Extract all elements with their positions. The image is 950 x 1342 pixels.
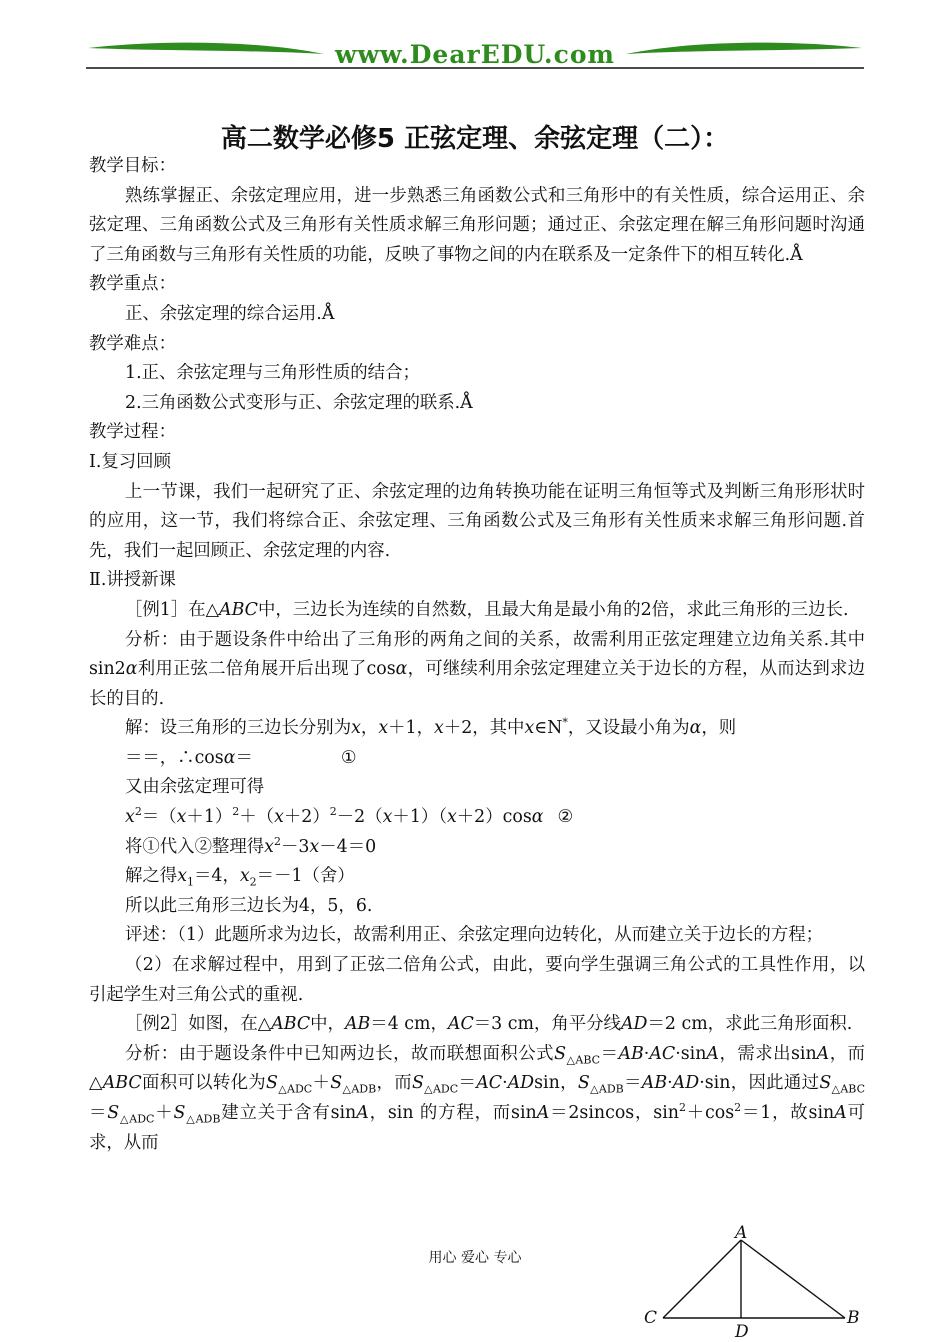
cosine-theorem-line: 又由余弦定理可得 (125, 777, 265, 798)
side-ab (741, 1240, 845, 1318)
point-d-label: D (735, 1322, 749, 1342)
example-1-solution: 解：设三角形的三边长分别为x，x＋1，x＋2，其中x∈N*，又设最小角为α，则 (125, 716, 737, 739)
goal-text: 熟练掌握正、余弦定理应用，进一步熟悉三角函数公式和三角形中的有关性质，综合运用正、余弦定理、三角函数公式及三角形有关性质求解三角形问题；通过正、余弦定理在解三角形问题时沟通了三角函数与三角形有关性质的功能，反映了事物之间的内在联系及一定条件下的相互转化.Å (89, 185, 865, 265)
key-text: 正、余弦定理的综合运用.Å (125, 303, 335, 324)
page-footer: 用心 爱心 专心 (428, 1250, 522, 1266)
process-label: 教学过程： (89, 422, 176, 443)
example-2-prompt: ［例2］如图，在△ABC中，AB＝4 cm，AC＝3 cm，角平分线AD＝2 cm，求此三角形面积. (125, 1014, 853, 1035)
vertex-a-label: A (735, 1223, 748, 1243)
key-label: 教学重点： (89, 274, 176, 295)
result-line: 所以此三角形三边长为4，5，6. (125, 895, 373, 916)
triangle-figure (640, 1222, 870, 1342)
goal-label: 教学目标： (89, 156, 176, 176)
page-title: 高二数学必修5 正弦定理、余弦定理（二）： (220, 124, 730, 154)
equation-1: ＝＝，∴cosα＝ ① (125, 747, 357, 768)
substitution-line: 将①代入②整理得$x^2-3x-4=0$ (125, 834, 377, 857)
equation-2: $x^2=(x+1)^2+(x+2)^2-2(x+1)(x+2)\cos\alpha$ ② (125, 805, 574, 828)
difficulty-label: 教学难点： (89, 333, 176, 354)
comment-2: （2）在求解过程中，用到了正弦二倍角公式，由此，要向学生强调三角公式的工具性作用，以引起学生对三角公式的重视. (89, 955, 865, 1005)
example-1-analysis: 分析：由于题设条件中给出了三角形的两角之间的关系，故需利用正弦定理建立边角关系.其中sin2α利用正弦二倍角展开后出现了cosα，可继续利用余弦定理建立关于边长的方程，从而达到求边长的目的. (89, 629, 865, 709)
roots-line: 解之得$x_1=4$，$x_2=-1$（舍） (125, 866, 355, 889)
comment-1: 评述：（1）此题所求为边长，故需利用正、余弦定理向边转化，从而建立关于边长的方程； (125, 925, 823, 946)
review-heading: Ⅰ.复习回顾 (89, 451, 171, 472)
review-text: 上一节课，我们一起研究了正、余弦定理的边角转换功能在证明三角恒等式及判断三角形形状时的应用，这一节，我们将综合正、余弦定理、三角函数公式及三角形有关性质来求解三角形问题.首先，我们一起回顾正、余弦定理的内容. (89, 481, 865, 561)
difficulty-item-1: 1.正、余弦定理与三角形性质的结合； (125, 363, 420, 384)
site-header-banner (86, 36, 864, 72)
vertex-b-label: B (847, 1308, 860, 1328)
document-body (89, 152, 865, 1158)
example-2-analysis: 分析：由于题设条件中已知两边长，故而联想面积公式$S_{\triangle ABC}=AB\cdot AC\cdot\sin A$，需求出sinA，而△ABC面积可以转化为$S_{\triangle ADC}+S_{\triangle ADB}$，而$S_{\triangle ADC}=AC\cdot ADsin$，$S_{\triangle ADB}=AB\cdot AD\cdot\sin$，因此通过$S_{\triangle ABC}=S_{\triangle ADC}+S_{\triangle ADB}$建立关于含有sinA，sin 的方程，而sinA＝2sincos，$\sin^2+\cos^2=1$，故sinA可求，从而 (89, 1043, 866, 1153)
vertex-c-label: C (644, 1308, 658, 1328)
side-ca (663, 1240, 741, 1318)
site-url: www.DearEDU.com (334, 40, 615, 69)
new-lesson-heading: Ⅱ.讲授新课 (89, 570, 176, 591)
example-1-prompt: ［例1］在△ABC中，三边长为连续的自然数，且最大角是最小角的2倍，求此三角形的三边长. (125, 599, 849, 620)
difficulty-item-2: 2.三角函数公式变形与正、余弦定理的联系.Å (125, 392, 473, 413)
